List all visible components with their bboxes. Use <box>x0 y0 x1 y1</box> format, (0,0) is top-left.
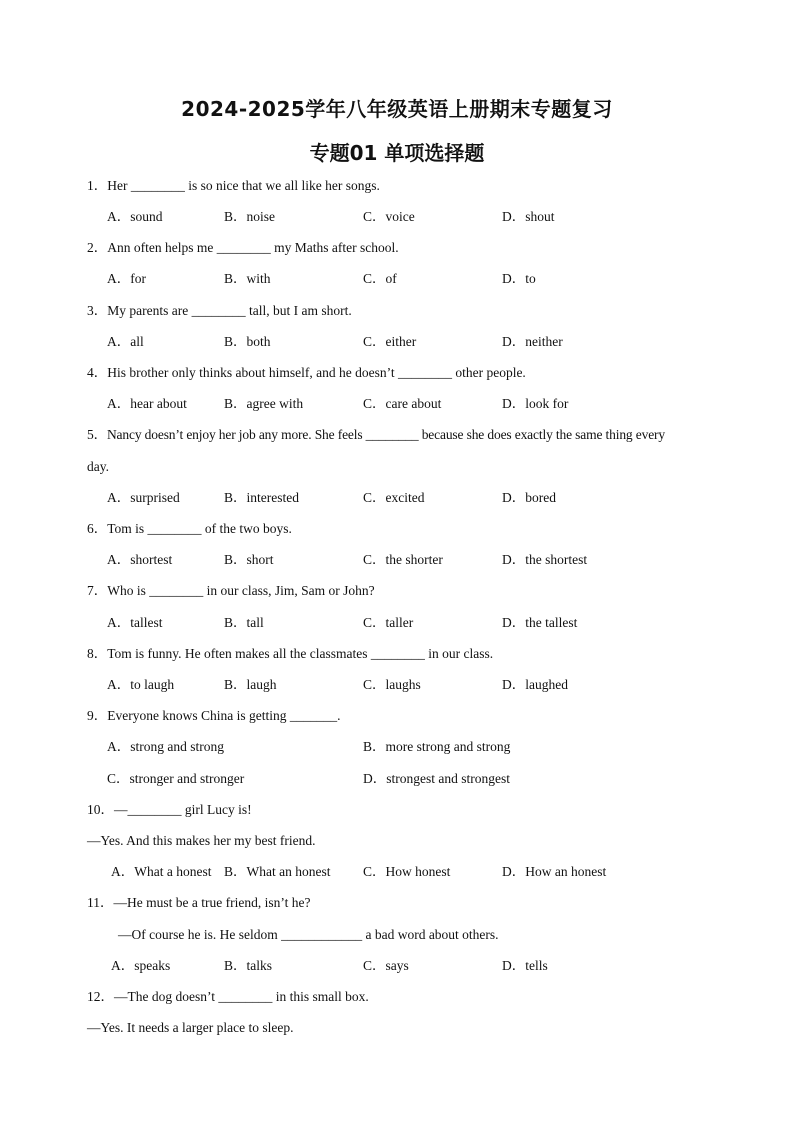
question-4-stem: 4．His brother only thinks about himself, and he doesn’t ________ other people. <box>87 365 526 380</box>
question-6-option-b: B．short <box>224 552 274 567</box>
question-10-option-a: A．What a honest <box>111 864 212 879</box>
question-11-option-d: D．tells <box>502 958 548 973</box>
question-8-option-d: D．laughed <box>502 677 568 692</box>
question-7-option-d: D．the tallest <box>502 615 578 630</box>
question-9-option-c: C．stronger and stronger <box>107 771 245 786</box>
question-11-option-c: C．says <box>363 958 409 973</box>
question-2-option-a: A．for <box>107 271 146 286</box>
question-5-stem: 5．Nancy doesn’t enjoy her job any more. She feels ________ because she does exactly the same thing every <box>87 427 665 442</box>
question-8-option-c: C．laughs <box>363 677 421 692</box>
question-11-option-b: B．talks <box>224 958 273 973</box>
question-4-option-b: B．agree with <box>224 396 304 411</box>
question-2-option-b: B．with <box>224 271 271 286</box>
question-10-stem: 10．—________ girl Lucy is! <box>87 802 252 817</box>
question-9-option-d: D．strongest and strongest <box>363 771 510 786</box>
question-5-option-c: C．excited <box>363 490 425 505</box>
question-3-option-b: B．both <box>224 334 271 349</box>
question-4-option-c: C．care about <box>363 396 442 411</box>
question-2-option-d: D．to <box>502 271 536 286</box>
question-8-stem: 8．Tom is funny. He often makes all the classmates ________ in our class. <box>87 646 494 661</box>
question-2-option-c: C．of <box>363 271 397 286</box>
document-title: 2024-2025学年八年级英语上册期末专题复习 <box>181 97 613 121</box>
document-subtitle: 专题01 单项选择题 <box>309 141 485 165</box>
question-6-stem: 6．Tom is ________ of the two boys. <box>87 521 292 536</box>
question-10-option-d: D．How an honest <box>502 864 607 879</box>
question-3-option-a: A．all <box>107 334 144 349</box>
question-8-option-b: B．laugh <box>224 677 277 692</box>
question-9-stem: 9．Everyone knows China is getting _______. <box>87 708 341 723</box>
question-7-option-a: A．tallest <box>107 615 163 630</box>
question-1-option-b: B．noise <box>224 209 276 224</box>
question-12-response: —Yes. It needs a larger place to sleep. <box>87 1020 294 1035</box>
question-10-response: —Yes. And this makes her my best friend. <box>87 833 316 848</box>
question-7-option-c: C．taller <box>363 615 414 630</box>
question-6-option-d: D．the shortest <box>502 552 588 567</box>
question-1-option-c: C．voice <box>363 209 415 224</box>
question-12-stem: 12．—The dog doesn’t ________ in this small box. <box>87 989 369 1004</box>
question-6-option-c: C．the shorter <box>363 552 443 567</box>
question-10-option-c: C．How honest <box>363 864 451 879</box>
question-3-option-d: D．neither <box>502 334 563 349</box>
question-2-stem: 2．Ann often helps me ________ my Maths after school. <box>87 240 399 255</box>
question-5-stem-continued: day. <box>87 459 109 474</box>
question-7-option-b: B．tall <box>224 615 264 630</box>
question-4-option-d: D．look for <box>502 396 569 411</box>
question-3-stem: 3．My parents are ________ tall, but I am short. <box>87 303 352 318</box>
question-5-option-d: D．bored <box>502 490 556 505</box>
question-11-option-a: A．speaks <box>111 958 171 973</box>
question-5-option-a: A．surprised <box>107 490 180 505</box>
question-1-stem: 1．Her ________ is so nice that we all like her songs. <box>87 178 380 193</box>
question-5-option-b: B．interested <box>224 490 299 505</box>
question-1-option-d: D．shout <box>502 209 555 224</box>
question-9-option-a: A．strong and strong <box>107 739 224 754</box>
question-8-option-a: A．to laugh <box>107 677 175 692</box>
question-11-response: —Of course he is. He seldom ____________ a bad word about others. <box>118 927 499 942</box>
question-6-option-a: A．shortest <box>107 552 173 567</box>
question-10-option-b: B．What an honest <box>224 864 331 879</box>
question-11-stem: 11．—He must be a true friend, isn’t he? <box>87 895 311 910</box>
question-3-option-c: C．either <box>363 334 417 349</box>
question-4-option-a: A．hear about <box>107 396 187 411</box>
question-7-stem: 7．Who is ________ in our class, Jim, Sam or John? <box>87 583 375 598</box>
question-1-option-a: A．sound <box>107 209 163 224</box>
question-9-option-b: B．more strong and strong <box>363 739 511 754</box>
